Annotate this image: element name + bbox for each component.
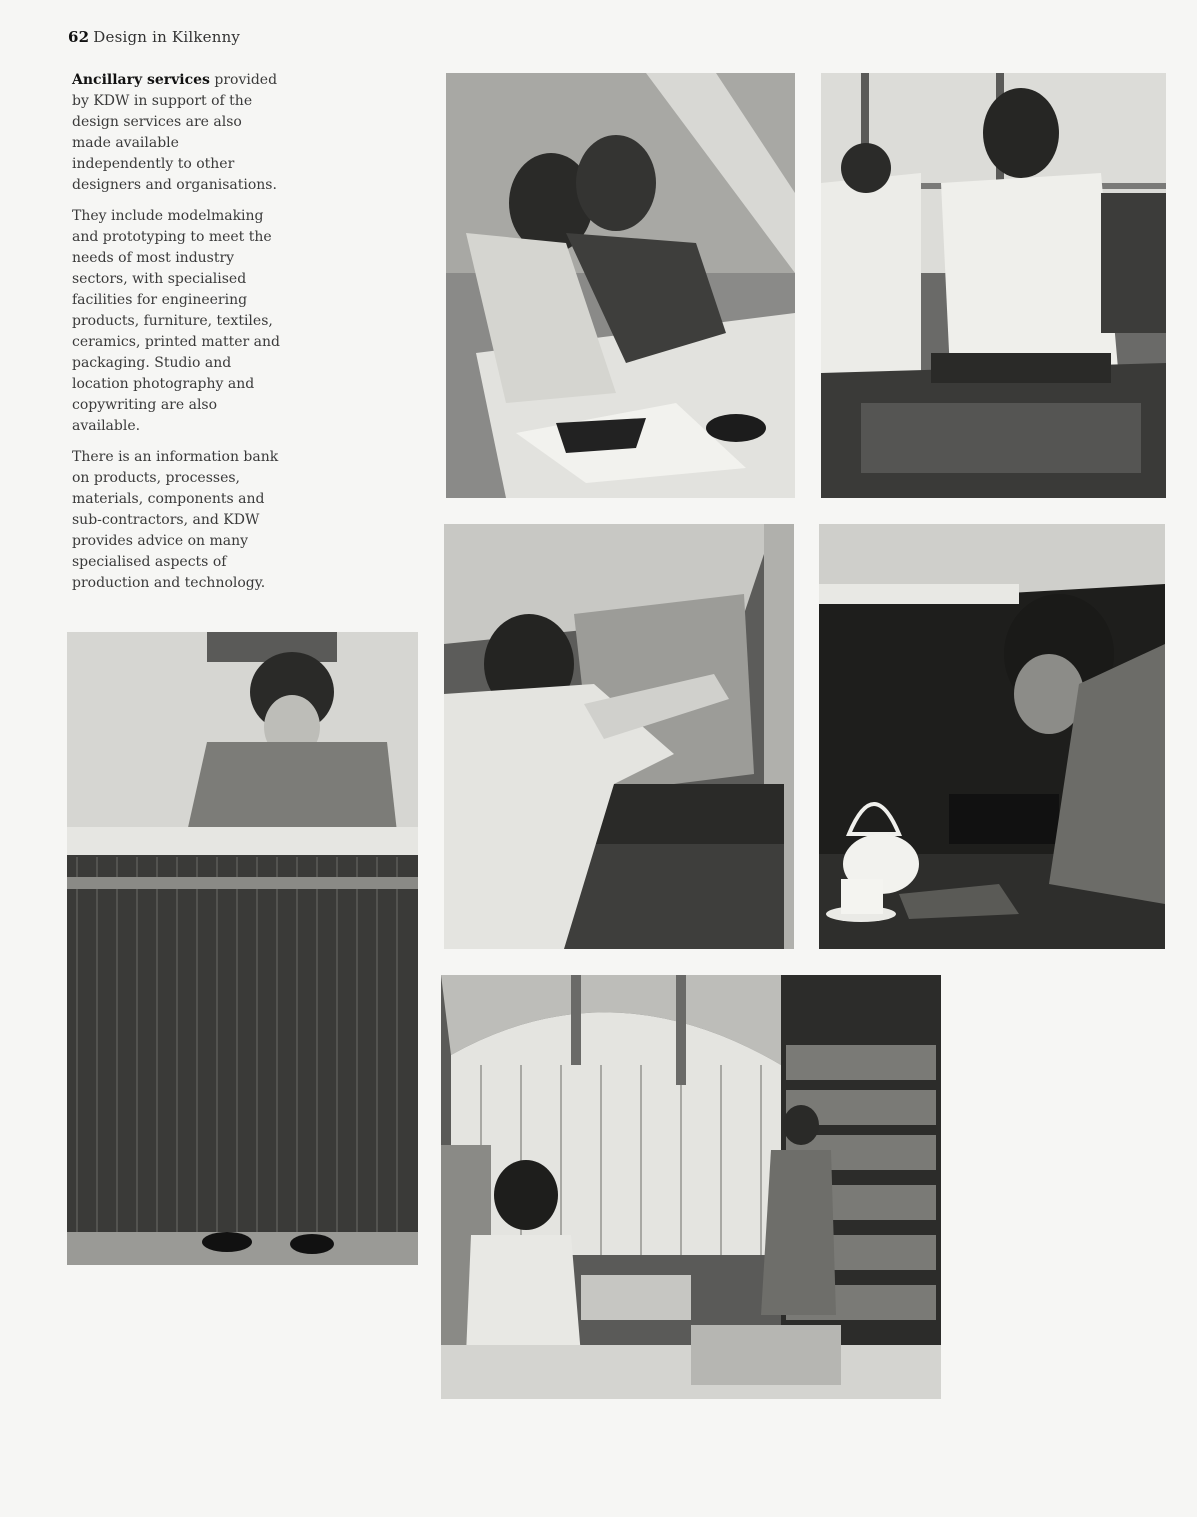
paragraph-1-text: provided by KDW in support of the design services are also made available independently to other designers and organisations.: [72, 72, 278, 193]
running-head: [68, 28, 240, 46]
page-number: 62: [68, 28, 90, 46]
photo-information-library: [441, 975, 941, 1399]
photo-studio-photography: [819, 524, 1165, 949]
lead-phrase: Ancillary services: [72, 72, 210, 88]
photo-weaving-loom: [67, 632, 418, 1265]
photo-screen-printing: [444, 524, 794, 949]
photo-workshop-machine: [821, 73, 1166, 498]
photo-drafting-table: [446, 73, 795, 498]
text-column: [72, 70, 282, 604]
paragraph-3: There is an information bank on products, processes, materials, components and sub-contractors, and KDW provides advice on many specialised aspects of production and technology.: [72, 449, 279, 591]
running-title: Design in Kilkenny: [93, 28, 241, 46]
paragraph-2: They include modelmaking and prototyping to meet the needs of most industry sectors, with specialised facilities for engineering products, furniture, textiles, ceramics, printed matter and packaging. Studio and location photography and copywriting are also available.: [72, 208, 280, 434]
paragraph-1: [72, 70, 282, 196]
